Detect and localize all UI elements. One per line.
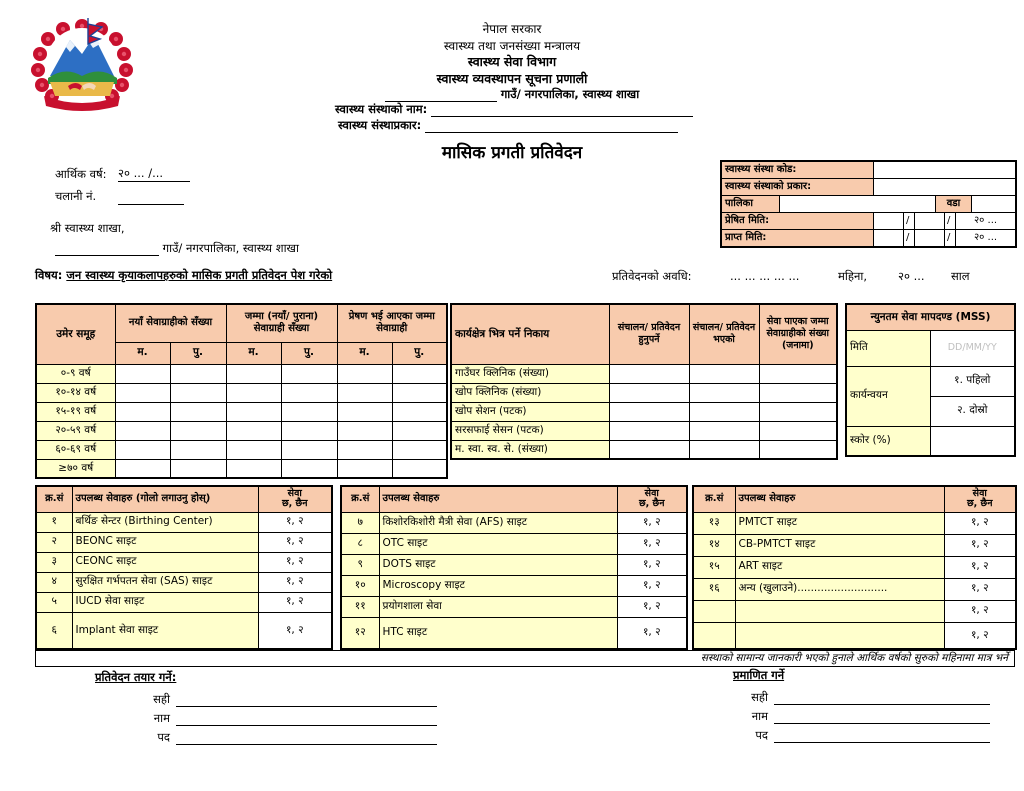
- count-cell[interactable]: [759, 440, 837, 459]
- count-cell[interactable]: [337, 440, 392, 459]
- availability-choice[interactable]: १, २: [258, 532, 332, 552]
- count-cell[interactable]: [115, 440, 170, 459]
- count-cell[interactable]: [281, 364, 337, 383]
- count-cell[interactable]: [170, 440, 226, 459]
- age-col-header: उमेर समूह: [36, 304, 115, 364]
- service-row: [693, 578, 1016, 600]
- certified-by-block: [733, 668, 784, 683]
- service-row: [36, 612, 332, 649]
- count-cell[interactable]: [759, 421, 837, 440]
- service-row: [693, 512, 1016, 534]
- unit-label: गाउँघर क्लिनिक (संख्या): [451, 364, 609, 383]
- unit-label: सरसफाई सेसन (पटक): [451, 421, 609, 440]
- period-year-value[interactable]: २० ...: [898, 269, 925, 283]
- post-input[interactable]: [774, 728, 990, 743]
- count-cell[interactable]: [759, 383, 837, 402]
- availability-choice[interactable]: १, २: [617, 512, 687, 533]
- date-slash: /: [945, 230, 956, 246]
- certified-by-title: प्रमाणित गर्ने: [733, 668, 785, 682]
- count-cell[interactable]: [281, 383, 337, 402]
- availability-choice[interactable]: १, २: [617, 575, 687, 596]
- yes-no-label: छ, छैन: [281, 498, 308, 510]
- service-name: OTC साइट: [379, 533, 617, 554]
- count-cell[interactable]: [689, 402, 759, 421]
- availability-choice[interactable]: १, २: [617, 617, 687, 649]
- age-label: ६०-६९ वर्ष: [36, 440, 115, 459]
- org-name-input[interactable]: [431, 103, 693, 117]
- seva-label: सेवा: [644, 487, 659, 499]
- service-sn: ७: [341, 512, 379, 533]
- name-input[interactable]: [176, 711, 437, 726]
- fiscal-year-label: आर्थिक वर्ष:: [55, 167, 107, 181]
- addressee-line: श्री स्वास्थ्य शाखा,: [50, 221, 125, 235]
- count-cell[interactable]: [115, 421, 170, 440]
- availability-choice[interactable]: १, २: [617, 533, 687, 554]
- period-year-label: साल: [951, 269, 970, 283]
- male-subheader: पु.: [170, 342, 226, 364]
- service-sn: १५: [693, 556, 735, 578]
- service-row: [36, 512, 332, 532]
- clients-served-header: सेवा पाएका जम्मा सेवाग्राहीको संख्या (जनामा): [759, 304, 837, 364]
- availability-choice[interactable]: १, २: [258, 592, 332, 612]
- service-sn: [693, 600, 735, 622]
- fiscal-year-value[interactable]: २० ... /...: [118, 166, 190, 182]
- service-name: Microscopy साइट: [379, 575, 617, 596]
- count-cell[interactable]: [759, 364, 837, 383]
- availability-choice[interactable]: १, २: [258, 612, 332, 649]
- page-title: मासिक प्रगती प्रतिवेदन: [441, 143, 583, 163]
- count-cell[interactable]: [226, 459, 281, 478]
- prepared-by-fields: [125, 688, 437, 745]
- availability-choice[interactable]: १, २: [258, 552, 332, 572]
- service-sn: ९: [341, 554, 379, 575]
- count-cell[interactable]: [689, 440, 759, 459]
- age-row: [36, 364, 447, 383]
- service-row: [341, 575, 687, 596]
- service-row: [36, 552, 332, 572]
- availability-choice[interactable]: १, २: [944, 622, 1016, 649]
- count-cell[interactable]: [609, 440, 689, 459]
- name-label: नाम: [751, 709, 768, 723]
- service-row: [341, 512, 687, 533]
- female-subheader: म.: [226, 342, 281, 364]
- letterhead-department: स्वास्थ्य सेवा विभाग: [467, 54, 557, 69]
- sn-header: क्र.सं: [693, 486, 735, 512]
- date-slash: /: [904, 230, 915, 246]
- addressee-muni-suffix: गाउँ/ नगरपालिका, स्वास्थ्य शाखा: [162, 241, 299, 255]
- unit-label: खोप सेशन (पटक): [451, 402, 609, 421]
- mss-second-option[interactable]: २. दोस्रो: [930, 396, 1015, 426]
- count-cell[interactable]: [689, 421, 759, 440]
- post-input[interactable]: [176, 730, 437, 745]
- count-cell[interactable]: [392, 364, 447, 383]
- post-label: पद: [755, 728, 768, 742]
- post-row: [125, 726, 437, 745]
- age-row: [36, 440, 447, 459]
- availability-header: [617, 486, 687, 512]
- sign-label: सही: [751, 690, 768, 704]
- services-table-3: [692, 485, 1017, 650]
- seva-label: सेवा: [972, 487, 987, 499]
- services-header: उपलब्ध सेवाहरु (गोलो लगाउनु होस्): [72, 486, 258, 512]
- addressee-muni-line: [55, 241, 299, 256]
- count-cell[interactable]: [609, 421, 689, 440]
- prepared-by-block: [95, 670, 176, 685]
- age-row: [36, 383, 447, 402]
- unit-row: [451, 383, 837, 402]
- services-header: उपलब्ध सेवाहरु: [379, 486, 617, 512]
- availability-choice[interactable]: १, २: [944, 556, 1016, 578]
- sent-date-day-input[interactable]: [874, 213, 904, 229]
- unit-row: [451, 421, 837, 440]
- facility-code-input[interactable]: [874, 162, 1015, 178]
- count-cell[interactable]: [226, 402, 281, 421]
- service-name: सुरक्षित गर्भपतन सेवा (SAS) साइट: [72, 572, 258, 592]
- service-sn: २: [36, 532, 72, 552]
- age-group-table: [35, 303, 448, 479]
- count-cell[interactable]: [170, 459, 226, 478]
- service-name: HTC साइट: [379, 617, 617, 649]
- letterhead-municipality-line: [0, 87, 1024, 102]
- availability-header: [258, 486, 332, 512]
- sent-date-month-input[interactable]: [915, 213, 945, 229]
- services-table-1: [35, 485, 333, 650]
- certified-by-fields: [718, 686, 990, 743]
- received-date-day-input[interactable]: [874, 230, 904, 246]
- count-cell[interactable]: [392, 383, 447, 402]
- count-cell[interactable]: [170, 421, 226, 440]
- sign-row: [718, 686, 990, 705]
- service-name: बर्थिङ सेन्टर (Birthing Center): [72, 512, 258, 532]
- new-clients-header: नयाँ सेवाग्राहीको सँख्या: [115, 304, 226, 342]
- service-sn: ११: [341, 596, 379, 617]
- addressee-muni-blank[interactable]: [55, 243, 159, 256]
- mss-date-label: मिति: [846, 330, 930, 366]
- service-row: [693, 600, 1016, 622]
- mss-table: [845, 303, 1016, 457]
- mss-title: न्युनतम सेवा मापदण्ड (MSS): [846, 304, 1015, 330]
- services-table-2: [340, 485, 688, 650]
- name-label: नाम: [153, 711, 170, 725]
- mss-first-option[interactable]: १. पहिलो: [930, 366, 1015, 396]
- count-cell[interactable]: [170, 364, 226, 383]
- facility-info-box: [720, 160, 1017, 248]
- count-cell[interactable]: [281, 440, 337, 459]
- ward-input[interactable]: [972, 196, 1015, 212]
- date-slash: /: [945, 213, 956, 229]
- service-sn: १६: [693, 578, 735, 600]
- period-dots[interactable]: ... ... ... ... ...: [730, 269, 800, 283]
- yes-no-label: छ, छैन: [638, 498, 665, 510]
- count-cell[interactable]: [226, 421, 281, 440]
- service-name: CEONC साइट: [72, 552, 258, 572]
- date-slash: /: [904, 213, 915, 229]
- age-row: [36, 402, 447, 421]
- count-cell[interactable]: [226, 364, 281, 383]
- service-sn: १३: [693, 512, 735, 534]
- count-cell[interactable]: [392, 440, 447, 459]
- availability-choice[interactable]: १, २: [617, 554, 687, 575]
- age-row: [36, 459, 447, 478]
- service-sn: १४: [693, 534, 735, 556]
- municipality-suffix: गाउँ/ नगरपालिका, स्वास्थ्य शाखा: [500, 87, 640, 101]
- service-name: CB-PMTCT साइट: [735, 534, 944, 556]
- name-input[interactable]: [774, 709, 990, 724]
- count-cell[interactable]: [170, 402, 226, 421]
- availability-choice[interactable]: १, २: [944, 534, 1016, 556]
- count-cell[interactable]: [115, 402, 170, 421]
- service-sn: १: [36, 512, 72, 532]
- name-row: [125, 707, 437, 726]
- footer-note: सस्थाको सामान्य जानकारी भएको हुनाले आर्थिक वर्षको सुरुको महिनामा मात्र भर्ने: [35, 650, 1015, 667]
- service-name: [735, 600, 944, 622]
- count-cell[interactable]: [337, 421, 392, 440]
- age-label: १५-१९ वर्ष: [36, 402, 115, 421]
- palika-input[interactable]: [780, 196, 936, 212]
- mss-date-input[interactable]: DD/MM/YY: [930, 330, 1015, 366]
- count-cell[interactable]: [281, 421, 337, 440]
- referred-clients-header: प्रेषण भई आएका जम्मा सेवाग्राही: [337, 304, 447, 342]
- unit-name-header: कार्यक्षेत्र भित्र पर्ने निकाय: [451, 304, 609, 364]
- received-date-label: प्राप्त मिति:: [722, 230, 874, 246]
- seva-label: सेवा: [287, 487, 302, 499]
- count-cell[interactable]: [337, 364, 392, 383]
- post-label: पद: [157, 730, 170, 744]
- count-cell[interactable]: [226, 440, 281, 459]
- count-cell[interactable]: [689, 383, 759, 402]
- age-row: [36, 421, 447, 440]
- availability-choice[interactable]: १, २: [944, 600, 1016, 622]
- palika-row: [722, 196, 1015, 213]
- post-row: [718, 724, 990, 743]
- availability-choice[interactable]: १, २: [617, 596, 687, 617]
- org-name-row: [335, 102, 693, 117]
- availability-choice[interactable]: १, २: [944, 512, 1016, 534]
- sent-date-label: प्रेषित मिति:: [722, 213, 874, 229]
- count-cell[interactable]: [170, 383, 226, 402]
- catchment-units-table: [450, 303, 838, 460]
- count-cell[interactable]: [115, 383, 170, 402]
- letterhead-ministry: स्वास्थ्य तथा जनसंख्या मन्त्रालय: [443, 39, 581, 53]
- sn-header: क्र.सं: [341, 486, 379, 512]
- age-label: २०-५९ वर्ष: [36, 421, 115, 440]
- ward-label: वडा: [936, 196, 972, 212]
- unit-row: [451, 402, 837, 421]
- count-cell[interactable]: [609, 402, 689, 421]
- palika-label: पालिका: [722, 196, 780, 212]
- count-cell[interactable]: [759, 402, 837, 421]
- count-cell[interactable]: [115, 459, 170, 478]
- sign-input[interactable]: [176, 692, 437, 707]
- org-name-label: स्वास्थ्य संस्थाको नाम:: [335, 102, 428, 116]
- unit-label: खोप क्लिनिक (संख्या): [451, 383, 609, 402]
- service-name: ART साइट: [735, 556, 944, 578]
- service-name: DOTS साइट: [379, 554, 617, 575]
- sign-label: सही: [153, 692, 170, 706]
- letterhead-system: स्वास्थ्य व्यवस्थापन सूचना प्रणाली: [436, 71, 588, 86]
- service-name: BEONC साइट: [72, 532, 258, 552]
- services-header: उपलब्ध सेवाहरु: [735, 486, 944, 512]
- yes-no-label: छ, छैन: [966, 498, 993, 510]
- sign-row: [125, 688, 437, 707]
- received-date-month-input[interactable]: [915, 230, 945, 246]
- female-subheader: म.: [115, 342, 170, 364]
- count-cell[interactable]: [689, 364, 759, 383]
- service-row: [341, 533, 687, 554]
- count-cell[interactable]: [337, 383, 392, 402]
- period-label: प्रतिवेदनको अवधि:: [612, 269, 692, 283]
- org-type-input[interactable]: [425, 119, 678, 133]
- service-row: [341, 617, 687, 649]
- service-sn: ३: [36, 552, 72, 572]
- count-cell[interactable]: [392, 459, 447, 478]
- prepared-by-title: प्रतिवेदन तयार गर्ने:: [95, 670, 177, 684]
- availability-choice[interactable]: १, २: [258, 512, 332, 532]
- unit-row: [451, 440, 837, 459]
- sn-header: क्र.सं: [36, 486, 72, 512]
- service-row: [341, 596, 687, 617]
- availability-choice[interactable]: १, २: [258, 572, 332, 592]
- org-type-label: स्वास्थ्य संस्थाप्रकार:: [338, 118, 422, 132]
- unit-label: म. स्वा. स्व. से. (संख्या): [451, 440, 609, 459]
- facility-type-label: स्वास्थ्य संस्थाको प्रकार:: [722, 179, 874, 195]
- facility-type-input[interactable]: [874, 179, 1015, 195]
- facility-code-label: स्वास्थ्य संस्था कोड:: [722, 162, 874, 178]
- count-cell[interactable]: [392, 402, 447, 421]
- subject-line: [35, 268, 332, 283]
- period-month-label: महिना,: [838, 269, 867, 283]
- service-name: प्रयोगशाला सेवा: [379, 596, 617, 617]
- age-label: ≥७० वर्ष: [36, 459, 115, 478]
- count-cell[interactable]: [337, 459, 392, 478]
- total-clients-header: जम्मा (नयाँ/ पुराना) सेवाग्राही सँख्या: [226, 304, 337, 342]
- service-row: [693, 556, 1016, 578]
- sign-input[interactable]: [774, 690, 990, 705]
- service-row: [36, 572, 332, 592]
- count-cell[interactable]: [337, 402, 392, 421]
- female-subheader: म.: [337, 342, 392, 364]
- mss-implementation-label: कार्यन्वयन: [846, 366, 930, 426]
- received-date-year-input[interactable]: २० ...: [956, 230, 1015, 246]
- service-name: PMTCT साइट: [735, 512, 944, 534]
- service-row: [693, 622, 1016, 649]
- service-sn: १२: [341, 617, 379, 649]
- service-row: [36, 532, 332, 552]
- sent-date-row: [722, 213, 1015, 230]
- letterhead-government: नेपाल सरकार: [482, 22, 542, 36]
- unit-row: [451, 364, 837, 383]
- subject-text: जन स्वास्थ्य कृयाकलापहरुको मासिक प्रगती प्रतिवेदन पेश गरेको: [66, 268, 333, 282]
- count-cell[interactable]: [115, 364, 170, 383]
- name-row: [718, 705, 990, 724]
- count-cell[interactable]: [226, 383, 281, 402]
- service-name: Implant सेवा साइट: [72, 612, 258, 649]
- mss-score-input[interactable]: [930, 426, 1015, 456]
- facility-code-row: [722, 162, 1015, 179]
- count-cell[interactable]: [281, 402, 337, 421]
- dispatch-no-label: चलानी नं.: [55, 189, 97, 203]
- did-report-header: संचालन/ प्रतिवेदन भएको: [689, 304, 759, 364]
- service-sn: ६: [36, 612, 72, 649]
- subject-prefix: विषय:: [35, 268, 63, 282]
- service-sn: ८: [341, 533, 379, 554]
- male-subheader: पु.: [281, 342, 337, 364]
- availability-header: [944, 486, 1016, 512]
- service-sn: ५: [36, 592, 72, 612]
- service-row: [36, 592, 332, 612]
- org-type-row: [338, 118, 678, 133]
- service-name: किशोरकिशोरी मैत्री सेवा (AFS) साइट: [379, 512, 617, 533]
- male-subheader: पु.: [392, 342, 447, 364]
- availability-choice[interactable]: १, २: [944, 578, 1016, 600]
- mss-score-label: स्कोर (%): [846, 426, 930, 456]
- municipality-blank-line[interactable]: [385, 89, 497, 102]
- service-sn: [693, 622, 735, 649]
- service-name: IUCD सेवा साइट: [72, 592, 258, 612]
- service-row: [693, 534, 1016, 556]
- sent-date-year-input[interactable]: २० ...: [956, 213, 1015, 229]
- facility-type-row: [722, 179, 1015, 196]
- count-cell[interactable]: [281, 459, 337, 478]
- service-name: [735, 622, 944, 649]
- service-sn: १०: [341, 575, 379, 596]
- age-label: १०-१४ वर्ष: [36, 383, 115, 402]
- count-cell[interactable]: [392, 421, 447, 440]
- received-date-row: [722, 230, 1015, 246]
- service-sn: ४: [36, 572, 72, 592]
- dispatch-no-input[interactable]: [118, 190, 184, 205]
- service-row: [341, 554, 687, 575]
- age-label: ०-९ वर्ष: [36, 364, 115, 383]
- should-report-header: संचालन/ प्रतिवेदन हुनुपर्ने: [609, 304, 689, 364]
- count-cell[interactable]: [609, 364, 689, 383]
- count-cell[interactable]: [609, 383, 689, 402]
- service-name: अन्य (खुलाउने)...........................: [735, 578, 944, 600]
